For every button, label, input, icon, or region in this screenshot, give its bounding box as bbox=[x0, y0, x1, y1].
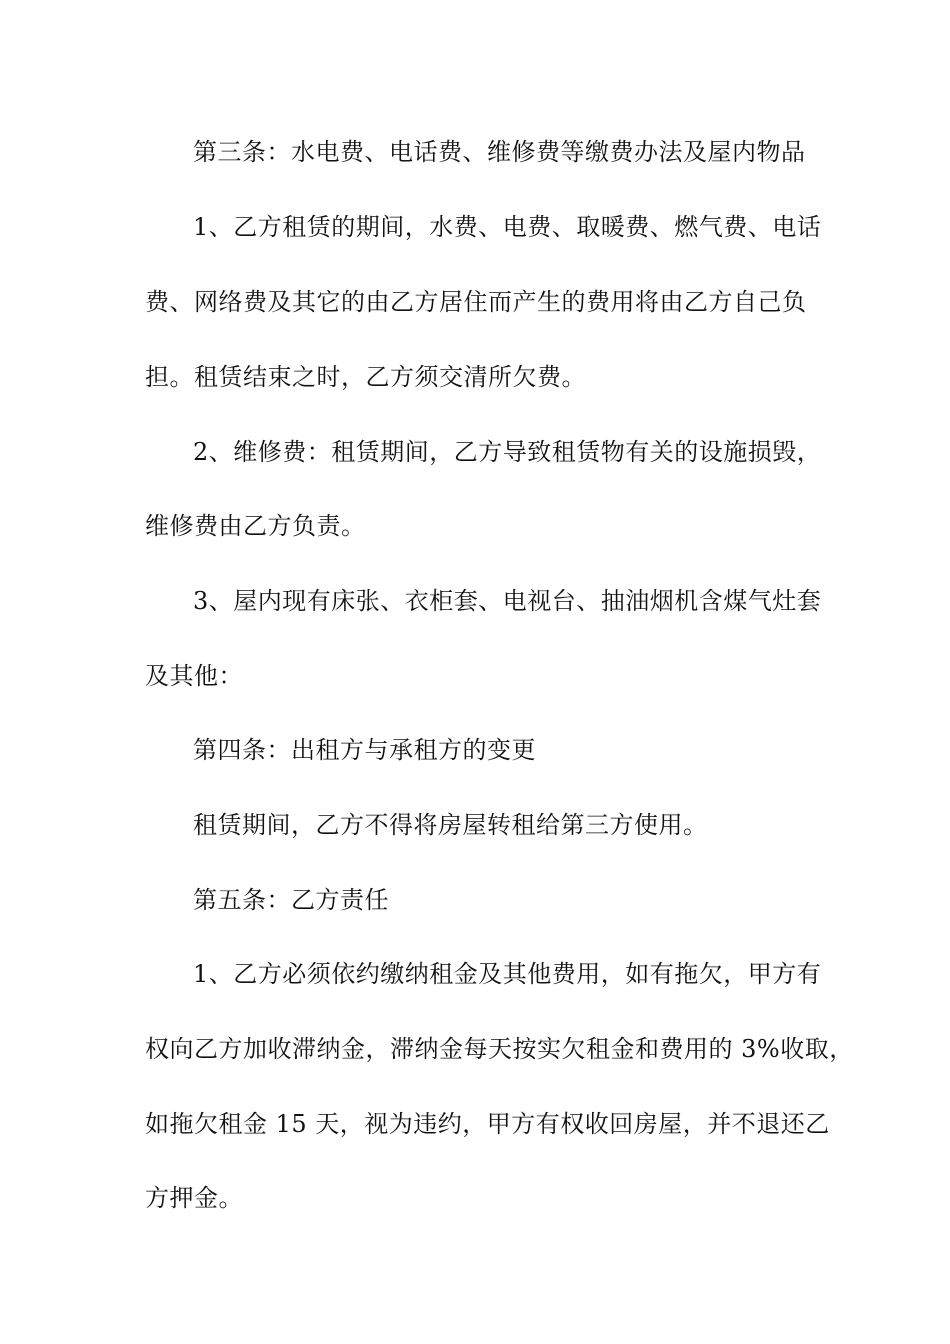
article-3-item-1-line-1: 1、乙方租赁的期间，水费、电费、取暖费、燃气费、电话 bbox=[193, 213, 822, 241]
article-3-heading: 第三条：水电费、电话费、维修费等缴费办法及屋内物品 bbox=[193, 138, 806, 166]
article-5-item-1-line-4: 方押金。 bbox=[145, 1184, 243, 1212]
article-3-item-1-line-3: 担。租赁结束之时，乙方须交清所欠费。 bbox=[145, 363, 586, 391]
article-4-heading: 第四条：出租方与承租方的变更 bbox=[193, 736, 536, 764]
article-3-item-2-line-2: 维修费由乙方负责。 bbox=[145, 512, 366, 540]
article-5-item-1-line-3: 如拖欠租金 15 天，视为违约，甲方有权收回房屋，并不退还乙 bbox=[145, 1110, 830, 1138]
article-5-heading: 第五条：乙方责任 bbox=[193, 886, 389, 914]
article-5-item-1-line-2: 权向乙方加收滞纳金，滞纳金每天按实欠租金和费用的 3%收取， bbox=[145, 1035, 854, 1063]
article-3-item-2-line-1: 2、维修费：租赁期间，乙方导致租赁物有关的设施损毁， bbox=[193, 438, 822, 466]
article-3-item-3-line-1: 3、屋内现有床张、衣柜套、电视台、抽油烟机含煤气灶套 bbox=[193, 587, 822, 615]
article-3-item-1-line-2: 费、网络费及其它的由乙方居住而产生的费用将由乙方自己负 bbox=[145, 288, 807, 316]
article-5-item-1-line-1: 1、乙方必须依约缴纳租金及其他费用，如有拖欠，甲方有 bbox=[193, 960, 822, 988]
article-4-body: 租赁期间，乙方不得将房屋转租给第三方使用。 bbox=[193, 811, 708, 839]
article-3-item-3-line-2: 及其他： bbox=[145, 662, 243, 690]
